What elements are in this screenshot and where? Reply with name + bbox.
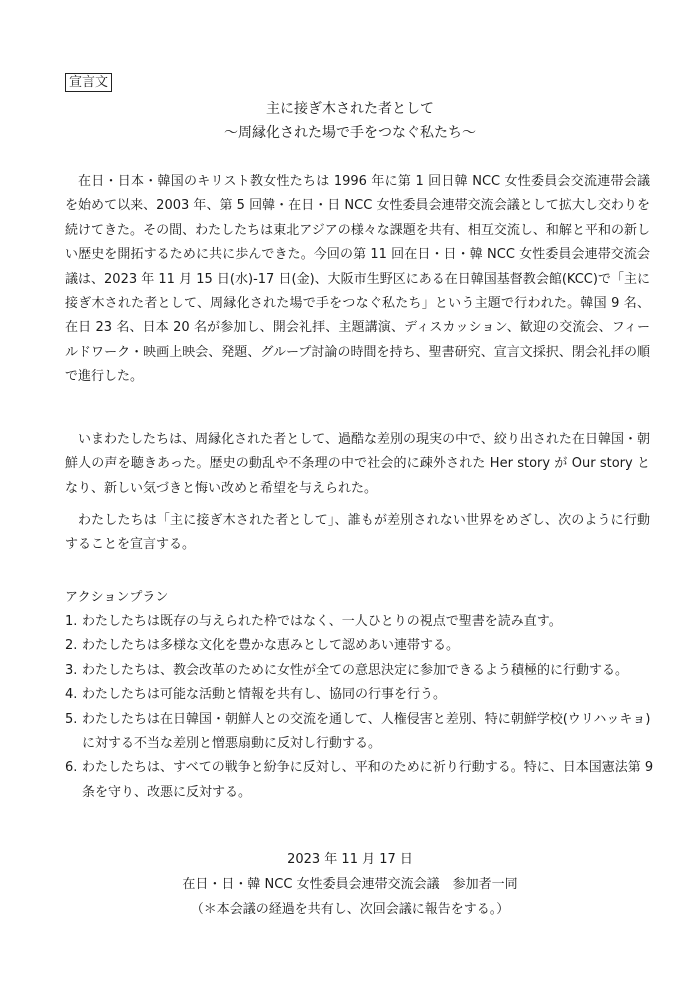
list-item <box>65 610 655 634</box>
paragraph-intro: 在日・日本・韓国のキリスト教女性たちは 1996 年に第 1 回日韓 NCC 女性委員会交流連帯会議を始めて以来、2003 年、第 5 回韓・在日・日 NCC 女性委員会連帯交流会議として拡大し交わりを続けてきた。その間、わたしたちは東北アジアの様々な課題を共有、相互交流し、和解と平和の新しい歴史を開拓するために共に歩んできた。今回の第 11 回在日・日・韓 NCC 女性委員会連帯交流会議は、2023 年 11 月 15 日(水)-17 日(金)、大阪市生野区にある在日韓国基督教会館(KCC)で「主に接ぎ木された者として、周縁化された場で手をつなぐ私たち」という主題で行われた。韓国 9 名、在日 23 名、日本 20 名が参加し、開会礼拝、主題講演、ディスカッション、歓迎の交流会、フィールドワーク・映画上映会、発題、グループ討論の時間を持ち、聖書研究、宣言文採択、閉会礼拝の順で進行した。 <box>65 174 650 385</box>
list-item-number: 3. <box>65 662 78 678</box>
list-item-text: わたしたちは、すべての戦争と紛争に反対し、平和のために祈り行動する。特に、日本国憲法第 9 条を守り、改悪に反対する。 <box>82 760 654 800</box>
list-item-text: わたしたちは、教会改革のために女性が全ての意思決定に参加できるよう積極的に行動する。 <box>82 662 629 678</box>
list-item-number: 2. <box>65 638 78 654</box>
declaration-note: （＊本会議の経過を共有し、次回会議に報告をする。） <box>190 902 510 917</box>
list-item <box>65 659 655 683</box>
list-item-number: 6. <box>65 760 78 776</box>
document-title: 主に接ぎ木された者として <box>266 101 434 117</box>
list-item <box>65 683 655 707</box>
list-item <box>65 708 655 757</box>
list-item-text: わたしたちは可能な活動と情報を共有し、協同の行事を行う。 <box>82 687 447 703</box>
action-plan-list <box>65 610 655 805</box>
document-subtitle: ～周縁化された場で手をつなぐ私たち～ <box>224 125 476 141</box>
list-item-number: 5. <box>65 711 78 727</box>
list-item-number: 4. <box>65 687 78 703</box>
list-item-text: わたしたちは既存の与えられた枠ではなく、一人ひとりの視点で聖書を読み直す。 <box>82 614 562 629</box>
declaration-signature: 在日・日・韓 NCC 女性委員会連帯交流会議 参加者一同 <box>182 877 518 892</box>
list-item <box>65 634 655 658</box>
document-label: 宣言文 <box>65 73 112 92</box>
action-plan-heading: アクションプラン <box>65 590 169 605</box>
declaration-date: 2023 年 11 月 17 日 <box>287 852 413 867</box>
list-item <box>65 756 655 805</box>
paragraph-reflection: いまわたしたちは、周縁化された者として、過酷な差別の現実の中で、絞り出された在日韓国・朝鮮人の声を聴きあった。歴史の動乱や不条理の中で社会的に疎外された Her story が Our story となり、新しい気づきと悔い改めと希望を与えられた。 <box>65 432 650 496</box>
paragraph-declaration: わたしたちは「主に接ぎ木された者として」、誰もが差別されない世界をめざし、次のように行動することを宣言する。 <box>65 513 650 553</box>
list-item-text: わたしたちは多様な文化を豊かな恵みとして認めあい連帯する。 <box>82 638 460 654</box>
list-item-text: わたしたちは在日韓国・朝鮮人との交流を通して、人権侵害と差別、特に朝鮮学校(ウリハッキョ)に対する不当な差別と憎悪扇動に反対し行動する。 <box>82 711 651 752</box>
list-item-number: 1. <box>65 614 78 629</box>
